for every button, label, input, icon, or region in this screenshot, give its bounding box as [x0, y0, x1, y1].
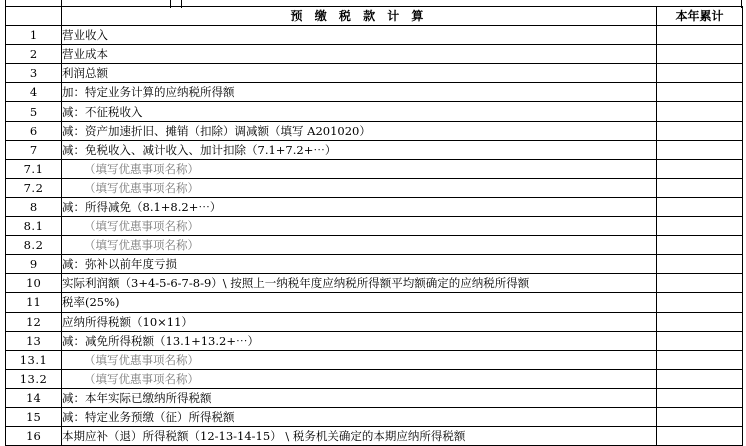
row-number: 5 [6, 102, 62, 121]
ytd-amount-cell[interactable] [657, 178, 743, 197]
table-row [6, 140, 743, 159]
row-label: 减：特定业务预缴（征）所得税额 [62, 407, 657, 426]
ytd-amount-cell[interactable] [657, 293, 743, 312]
row-number: 3 [6, 64, 62, 83]
table-row [6, 350, 743, 369]
ytd-amount-cell[interactable] [657, 350, 743, 369]
preferential-item-placeholder: （填写优惠事项名称） [62, 350, 657, 369]
row-label: 营业收入 [62, 26, 657, 45]
row-number: 7.1 [6, 159, 62, 178]
table-row [6, 45, 743, 64]
row-number: 2 [6, 45, 62, 64]
table-header-row [6, 7, 743, 26]
preferential-item-placeholder: （填写优惠事项名称） [62, 178, 657, 197]
ytd-amount-cell[interactable] [657, 45, 743, 64]
table-title: 预 缴 税 款 计 算 [62, 7, 657, 26]
ytd-amount-cell[interactable] [657, 64, 743, 83]
row-label: 减：弥补以前年度亏损 [62, 255, 657, 274]
table-row [6, 236, 743, 255]
ytd-amount-cell[interactable] [657, 26, 743, 45]
table-row [6, 312, 743, 331]
row-number: 4 [6, 83, 62, 102]
prepaid-tax-calculation-table [5, 6, 743, 446]
preferential-item-placeholder: （填写优惠事项名称） [62, 236, 657, 255]
row-label: 应纳所得税额（10×11） [62, 312, 657, 331]
ytd-amount-cell[interactable] [657, 427, 743, 446]
ytd-amount-cell[interactable] [657, 159, 743, 178]
ytd-amount-cell[interactable] [657, 102, 743, 121]
row-number: 7 [6, 140, 62, 159]
row-number: 8 [6, 197, 62, 216]
row-number: 15 [6, 407, 62, 426]
table-row [6, 178, 743, 197]
row-label: 本期应补（退）所得税额（12-13-14-15） \ 税务机关确定的本期应纳所得税额 [62, 427, 657, 446]
row-number: 14 [6, 388, 62, 407]
row-number: 11 [6, 293, 62, 312]
ytd-amount-cell[interactable] [657, 217, 743, 236]
table-row [6, 83, 743, 102]
table-row [6, 331, 743, 350]
table-row [6, 159, 743, 178]
ytd-amount-cell[interactable] [657, 83, 743, 102]
row-label: 减：减免所得税额（13.1+13.2+⋯） [62, 331, 657, 350]
ytd-amount-cell[interactable] [657, 388, 743, 407]
row-number: 13.2 [6, 369, 62, 388]
ytd-amount-cell[interactable] [657, 407, 743, 426]
ytd-amount-cell[interactable] [657, 274, 743, 293]
preferential-item-placeholder: （填写优惠事项名称） [62, 369, 657, 388]
row-number: 16 [6, 427, 62, 446]
row-number: 13.1 [6, 350, 62, 369]
table-row [6, 388, 743, 407]
row-label: 减：不征税收入 [62, 102, 657, 121]
table-row [6, 255, 743, 274]
row-number: 8.1 [6, 217, 62, 236]
row-number-header [6, 7, 62, 26]
ytd-amount-cell[interactable] [657, 369, 743, 388]
table-row [6, 197, 743, 216]
ytd-amount-cell[interactable] [657, 255, 743, 274]
preferential-item-placeholder: （填写优惠事项名称） [62, 159, 657, 178]
row-label: 实际利润额（3+4-5-6-7-8-9）\ 按照上一纳税年度应纳税所得额平均额确定的应纳税所得额 [62, 274, 657, 293]
table-row [6, 293, 743, 312]
row-number: 12 [6, 312, 62, 331]
ytd-column-header: 本年累计 [657, 7, 743, 26]
row-label: 营业成本 [62, 45, 657, 64]
preferential-item-placeholder: （填写优惠事项名称） [62, 217, 657, 236]
ytd-amount-cell[interactable] [657, 236, 743, 255]
ytd-amount-cell[interactable] [657, 312, 743, 331]
row-number: 13 [6, 331, 62, 350]
row-label: 加：特定业务计算的应纳税所得额 [62, 83, 657, 102]
table-row [6, 217, 743, 236]
table-row [6, 121, 743, 140]
ytd-amount-cell[interactable] [657, 140, 743, 159]
table-row [6, 407, 743, 426]
row-label: 减：资产加速折旧、摊销（扣除）调减额（填写 A201020） [62, 121, 657, 140]
ytd-amount-cell[interactable] [657, 121, 743, 140]
table-row [6, 26, 743, 45]
row-label: 税率(25%) [62, 293, 657, 312]
row-number: 1 [6, 26, 62, 45]
ytd-amount-cell[interactable] [657, 331, 743, 350]
row-number: 8.2 [6, 236, 62, 255]
table-row [6, 64, 743, 83]
ytd-amount-cell[interactable] [657, 197, 743, 216]
table-row [6, 369, 743, 388]
row-number: 9 [6, 255, 62, 274]
row-label: 利润总额 [62, 64, 657, 83]
table-body [6, 26, 743, 446]
row-number: 6 [6, 121, 62, 140]
table-row [6, 274, 743, 293]
table-row [6, 427, 743, 446]
row-number: 7.2 [6, 178, 62, 197]
row-label: 减：所得减免（8.1+8.2+⋯） [62, 197, 657, 216]
row-label: 减：本年实际已缴纳所得税额 [62, 388, 657, 407]
row-label: 减：免税收入、减计收入、加计扣除（7.1+7.2+⋯） [62, 140, 657, 159]
table-row [6, 102, 743, 121]
row-number: 10 [6, 274, 62, 293]
